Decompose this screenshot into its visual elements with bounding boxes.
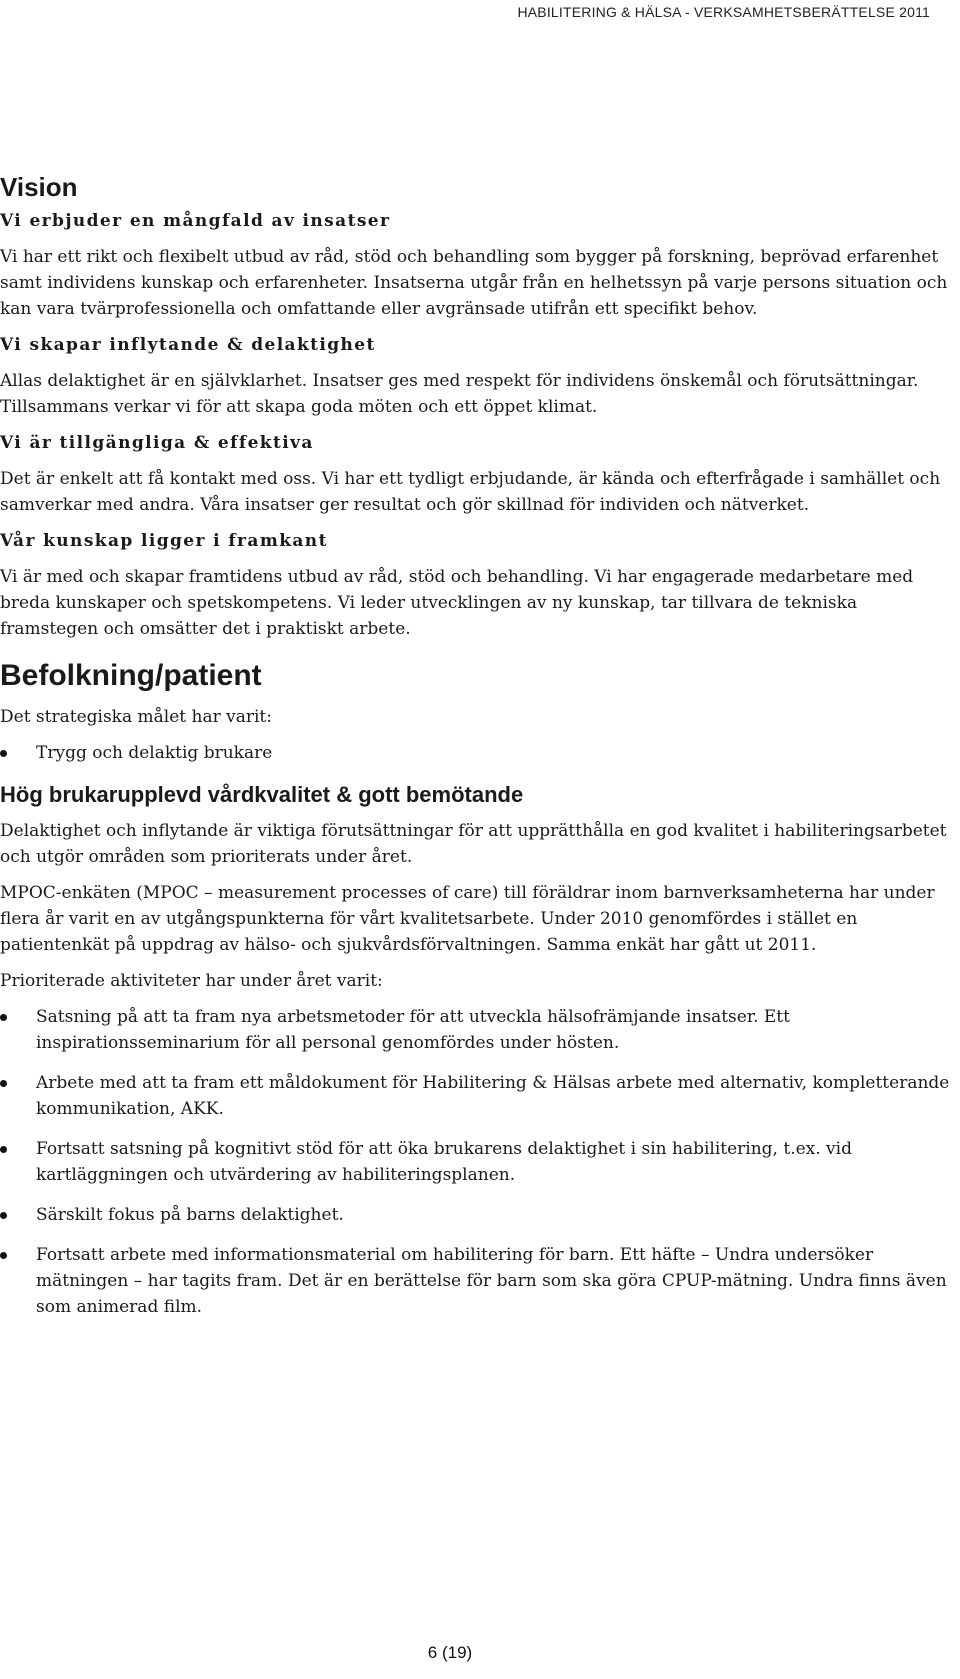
running-header: HABILITERING & HÄLSA - VERKSAMHETSBERÄTTELSE 2011 — [517, 4, 930, 20]
vision-title: Vision — [0, 172, 78, 202]
befolkning-title: Befolkning/patient — [0, 659, 262, 692]
quality-paragraph-2: MPOC-enkäten (MPOC – measurement processes of care) till föräldrar inom barnverksamheterna har under flera år varit en av utgångspunkterna för vårt kvalitetsarbete. Under 2010 genomfördes i stället en patientenkät på uppdrag av hälso- och sjukvårdsförvaltningen. Samma enkät har gått ut 2011. — [0, 883, 935, 955]
quality-paragraph-1: Delaktighet och inflytande är viktiga förutsättningar för att upprätthålla en god kvalitet i habiliteringsarbetet och utgör områden som prioriterats under året. — [0, 821, 947, 867]
list-item — [0, 1242, 955, 1320]
vision-text-3: Det är enkelt att få kontakt med oss. Vi har ett tydligt erbjudande, är kända och efterfrågade i samhället och samverkar med andra. Våra insatser ger resultat och gör skillnad för individen och nätverket. — [0, 469, 941, 515]
vision-heading-4: Vår kunskap ligger i framkant — [0, 531, 328, 551]
activity-text: Satsning på att ta fram nya arbetsmetoder för att utveckla hälsofrämjande insatser. Ett inspirationsseminarium för all personal genomfördes under hösten. — [36, 1007, 790, 1053]
vision-text-2: Allas delaktighet är en självklarhet. Insatser ges med respekt för individens önskemål och förutsättningar. Tillsammans verkar vi för att skapa goda möten och ett öppet klimat. — [0, 371, 919, 417]
activities-intro: Prioriterade aktiviteter har under året varit: — [0, 971, 383, 991]
list-item — [0, 1070, 955, 1122]
befolkning-intro: Det strategiska målet har varit: — [0, 707, 272, 727]
list-item — [0, 1004, 955, 1056]
activities-list — [0, 1004, 955, 1320]
vision-heading-2: Vi skapar inflytande & delaktighet — [0, 335, 376, 355]
bullet-icon — [0, 1212, 7, 1219]
list-item — [0, 1136, 955, 1188]
document-body — [0, 170, 955, 1334]
activity-text: Fortsatt satsning på kognitivt stöd för att öka brukarens delaktighet i sin habilitering, t.ex. vid kartläggningen och utvärdering av habiliteringsplanen. — [36, 1139, 852, 1185]
activity-text: Särskilt fokus på barns delaktighet. — [36, 1205, 344, 1225]
bullet-icon — [0, 750, 7, 757]
goal-list — [0, 740, 955, 766]
bullet-icon — [0, 1146, 7, 1153]
list-item — [0, 1202, 955, 1228]
quality-title: Hög brukarupplevd vårdkvalitet & gott bemötande — [0, 782, 524, 807]
activity-text: Arbete med att ta fram ett måldokument för Habilitering & Hälsas arbete med alternativ, kompletterande kommunikation, AKK. — [36, 1073, 950, 1119]
list-item — [0, 740, 955, 766]
page-number: 6 (19) — [427, 1643, 473, 1662]
bullet-icon — [0, 1080, 7, 1087]
bullet-icon — [0, 1014, 7, 1021]
goal-text: Trygg och delaktig brukare — [36, 743, 273, 763]
vision-heading-1: Vi erbjuder en mångfald av insatser — [0, 211, 391, 231]
activity-text: Fortsatt arbete med informationsmaterial om habilitering för barn. Ett häfte – Undra undersöker mätningen – har tagits fram. Det är en berättelse för barn som ska göra CPUP-mätning. Undra finns även som animerad film. — [36, 1245, 947, 1317]
vision-heading-3: Vi är tillgängliga & effektiva — [0, 433, 314, 453]
vision-text-4: Vi är med och skapar framtidens utbud av råd, stöd och behandling. Vi har engagerade medarbetare med breda kunskaper och spetskompetens. Vi leder utvecklingen av ny kunskap, tar tillvara de tekniska framstegen och omsätter det i praktiskt arbete. — [0, 567, 914, 639]
vision-text-1: Vi har ett rikt och flexibelt utbud av råd, stöd och behandling som bygger på forskning, beprövad erfarenhet samt individens kunskap och erfarenheter. Insatserna utgår från en helhetssyn på varje persons situation och kan vara tvärprofessionella och omfattande eller avgränsade utifrån ett specifikt behov. — [0, 247, 948, 319]
bullet-icon — [0, 1252, 7, 1259]
